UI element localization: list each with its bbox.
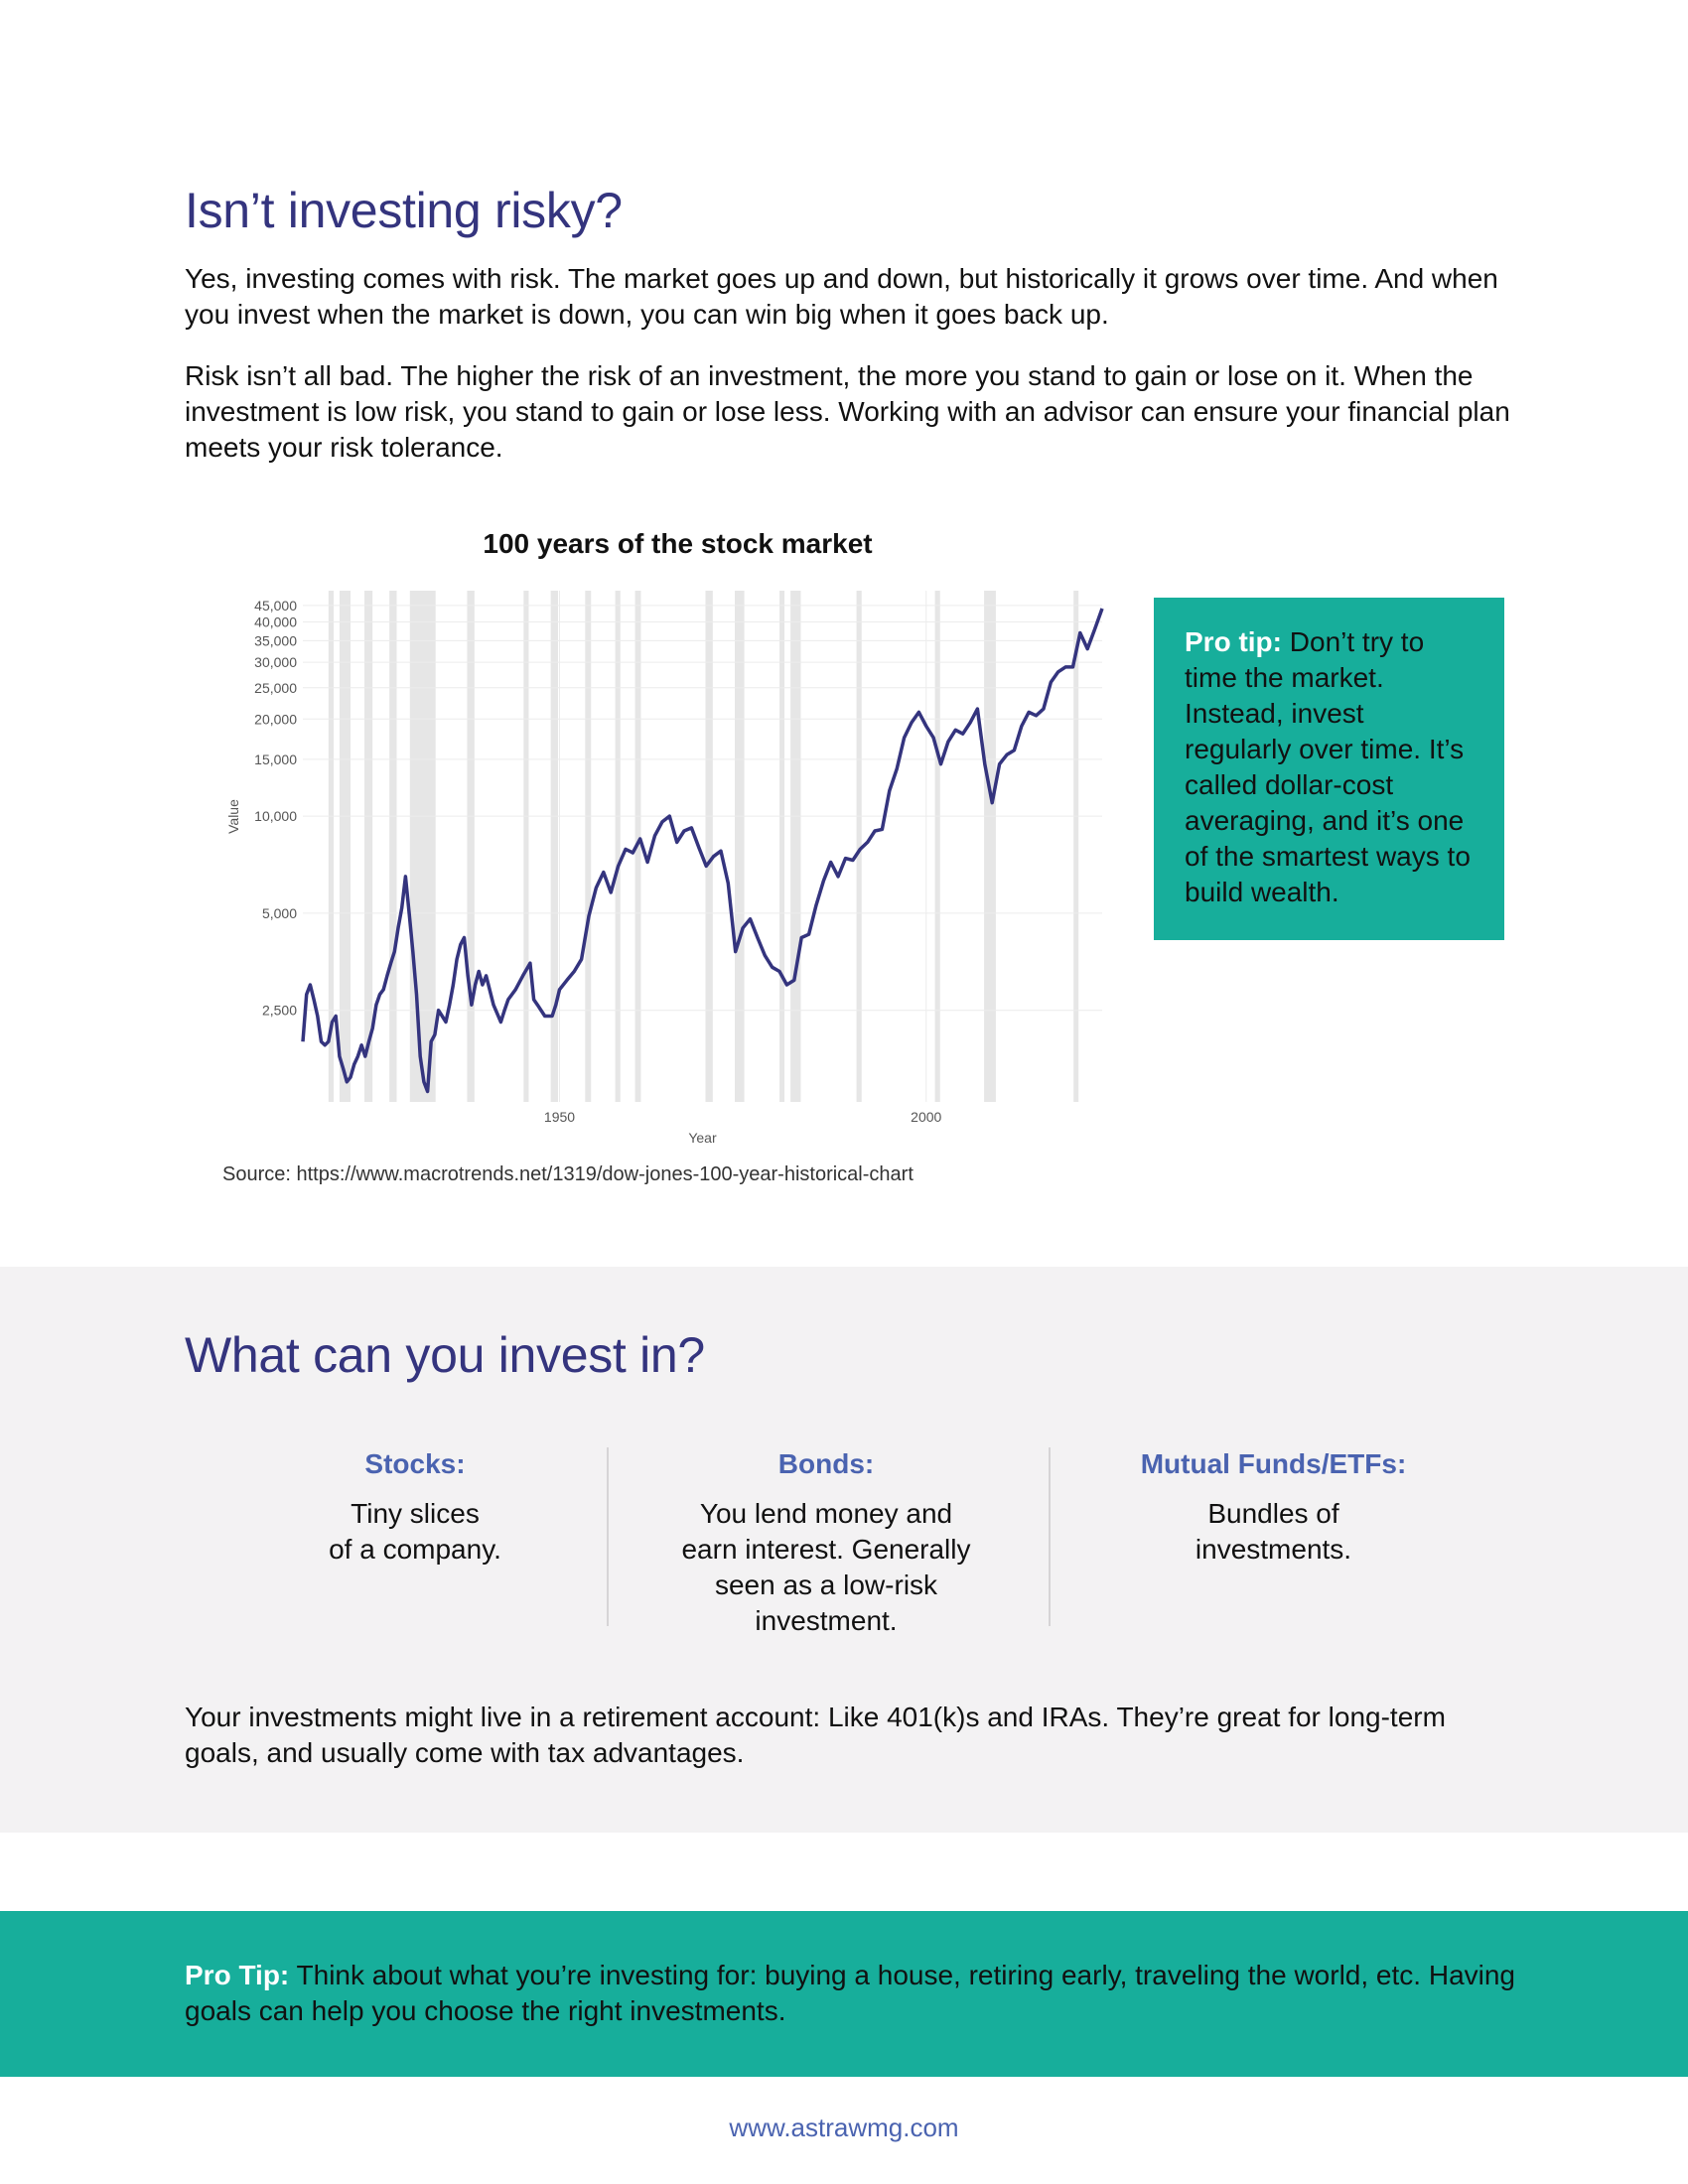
y-tick-label: 45,000 [254, 597, 297, 614]
y-tick-label: 2,500 [261, 1002, 297, 1019]
chart-source: Source: https://www.macrotrends.net/1319/dow-jones-100-year-historical-chart [222, 1163, 914, 1185]
risk-paragraph-2: Risk isn’t all bad. The higher the risk of an investment, the more you stand to gain or lose on it. When the investment is low risk, you stand to gain or lose less. Working with an advisor can ensure your financial plan meets your risk tolerance. [185, 360, 1510, 463]
recession-band [410, 591, 436, 1102]
y-tick-label: 30,000 [254, 654, 297, 671]
bonds-line: earn interest. Generally [681, 1534, 971, 1565]
x-axis-label: Year [688, 1130, 717, 1146]
pro-tip-band-text [185, 1958, 1535, 2029]
bonds-column [637, 1446, 1015, 1639]
recession-band [935, 591, 940, 1102]
stock-market-chart [199, 581, 1117, 1157]
stocks-line: Tiny slices [351, 1498, 480, 1529]
recession-band [984, 591, 996, 1102]
pro-tip-text: Don’t try to time the market. Instead, invest regularly over time. It’s called dollar-cost averaging, and it’s one of the smartest ways to build wealth. [1185, 626, 1471, 907]
y-tick-label: 25,000 [254, 679, 297, 696]
investments-title: What can you invest in? [185, 1327, 705, 1383]
x-tick-label: 2000 [911, 1109, 942, 1125]
y-axis-label: Value [225, 799, 241, 834]
recession-band [779, 591, 784, 1102]
x-tick-label: 1950 [543, 1109, 576, 1125]
y-tick-label: 40,000 [254, 614, 297, 630]
band-tip-text: Think about what you’re investing for: buying a house, retiring early, traveling the world, etc. Having goals can help you choose the right investments. [185, 1960, 1515, 2026]
retirement-paragraph: Your investments might live in a retirement account: Like 401(k)s and IRAs. They’re great for long-term goals, and usually come with tax advantages. [185, 1702, 1446, 1768]
chart-title: 100 years of the stock market [483, 528, 873, 559]
y-tick-label: 15,000 [254, 751, 297, 767]
column-divider [1049, 1447, 1051, 1626]
recession-band [340, 591, 351, 1102]
footer-website-link[interactable]: www.astrawmg.com [729, 2113, 959, 2142]
y-tick-label: 35,000 [254, 632, 297, 649]
recession-band [735, 591, 745, 1102]
stocks-heading: Stocks: [364, 1448, 466, 1479]
recession-band [551, 591, 558, 1102]
funds-line: Bundles of [1207, 1498, 1339, 1529]
bonds-line: seen as a low-risk [714, 1570, 938, 1600]
recession-band [389, 591, 396, 1102]
recession-band [523, 591, 528, 1102]
y-tick-label: 5,000 [261, 904, 297, 921]
y-tick-label: 20,000 [254, 711, 297, 728]
recession-band [616, 591, 621, 1102]
bonds-line: You lend money and [699, 1498, 953, 1529]
column-divider [607, 1447, 609, 1626]
recession-band [467, 591, 474, 1102]
recession-band [585, 591, 591, 1102]
section-title: Isn’t investing risky? [185, 183, 623, 238]
pro-tip-box [1154, 598, 1504, 940]
funds-column [1102, 1446, 1445, 1568]
recession-band [705, 591, 712, 1102]
recession-band [790, 591, 800, 1102]
band-tip-label: Pro Tip: [185, 1960, 290, 1990]
funds-heading: Mutual Funds/ETFs: [1140, 1448, 1407, 1479]
pro-tip-label: Pro tip: [1185, 626, 1282, 657]
funds-line: investments. [1195, 1534, 1352, 1565]
stocks-line: of a company. [329, 1534, 501, 1565]
bonds-line: investment. [755, 1605, 898, 1636]
bonds-heading: Bonds: [777, 1448, 875, 1479]
stocks-column [256, 1446, 574, 1568]
y-tick-label: 10,000 [254, 808, 297, 825]
risk-paragraph-1: Yes, investing comes with risk. The market goes up and down, but historically it grows over time. And when you invest when the market is down, you can win big when it goes back up. [185, 263, 1498, 330]
